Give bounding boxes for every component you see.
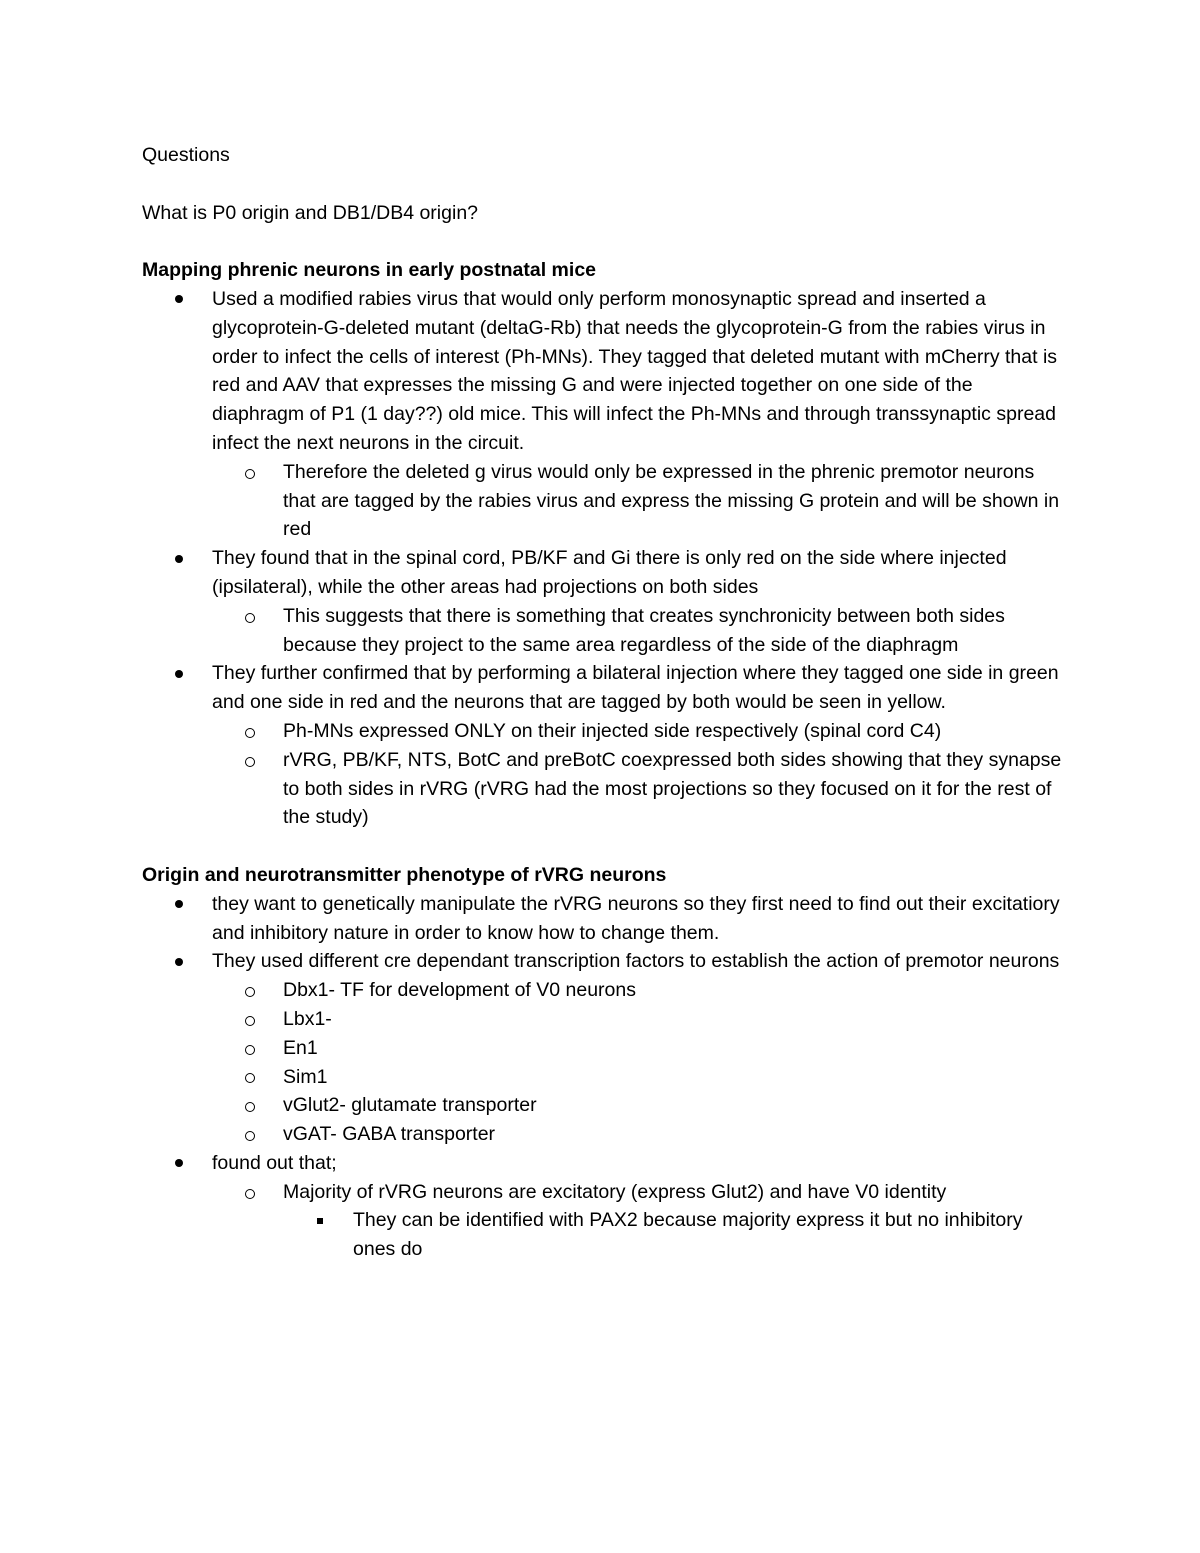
- questions-heading: Questions: [142, 144, 230, 166]
- list-item-text: Therefore the deleted g virus would only be expressed in the phrenic premotor neurons that are tagged by the rabies virus and express the missing G protein and will be shown in red: [283, 460, 1060, 541]
- section-origin-list: [142, 890, 1067, 1264]
- circle-bullet-icon: [242, 602, 258, 631]
- list-item-text: vGAT- GABA transporter: [283, 1123, 496, 1146]
- blank-line: [142, 170, 1067, 199]
- circle-bullet-icon: [242, 1091, 258, 1120]
- list-item-text: They found that in the spinal cord, PB/KF and Gi there is only red on the side where injected (ipsilateral), while the other areas had projections on both sides: [212, 547, 1007, 598]
- list-item-text: they want to genetically manipulate the rVRG neurons so they first need to find out their excitatiory and inhibitory nature in order to know how to change them.: [212, 892, 1060, 944]
- list-item: [142, 602, 1067, 660]
- list-item-text: They can be identified with PAX2 because majority express it but no inhibitory ones do: [353, 1209, 1023, 1261]
- list-item-text: Sim1: [283, 1065, 328, 1088]
- list-item: [142, 890, 1067, 948]
- circle-bullet-icon: [242, 717, 258, 746]
- list-item: [142, 976, 1067, 1005]
- section-heading-mapping: Mapping phrenic neurons in early postnatal mice: [142, 259, 597, 282]
- bullet-icon: [172, 947, 186, 976]
- list-item: [142, 1149, 1067, 1178]
- blank-line: [142, 227, 1067, 256]
- list-item: [142, 1178, 1067, 1207]
- list-item-text: They used different cre dependant transcription factors to establish the action of premotor neurons: [212, 950, 1060, 973]
- list-item: [142, 285, 1067, 458]
- list-item-text: found out that;: [212, 1151, 337, 1174]
- circle-bullet-icon: [242, 1063, 258, 1092]
- list-item: [142, 1206, 1067, 1264]
- section-mapping-list: [142, 285, 1067, 832]
- list-item: [142, 717, 1067, 746]
- list-item: [142, 1091, 1067, 1120]
- circle-bullet-icon: [242, 458, 258, 487]
- document-page: [142, 141, 1067, 1264]
- circle-bullet-icon: [242, 1178, 258, 1207]
- square-bullet-icon: [314, 1206, 326, 1235]
- circle-bullet-icon: [242, 1005, 258, 1034]
- circle-bullet-icon: [242, 746, 258, 775]
- bullet-icon: [172, 544, 186, 573]
- list-item: [142, 746, 1067, 832]
- list-item-text: vGlut2- glutamate transporter: [283, 1094, 537, 1117]
- circle-bullet-icon: [242, 1034, 258, 1063]
- section-heading-origin: Origin and neurotransmitter phenotype of rVRG neurons: [142, 863, 667, 886]
- question-text: What is P0 origin and DB1/DB4 origin?: [142, 201, 479, 224]
- blank-line: [142, 832, 1067, 861]
- list-item-text: rVRG, PB/KF, NTS, BotC and preBotC coexpressed both sides showing that they synapse to both sides in rVRG (rVRG had the most projections so they focused on it for the rest of the study): [283, 748, 1062, 829]
- list-item-text: Lbx1-: [283, 1007, 332, 1030]
- bullet-icon: [172, 285, 186, 314]
- circle-bullet-icon: [242, 1120, 258, 1149]
- list-item-text: They further confirmed that by performing a bilateral injection where they tagged one side in green and one side in red and the neurons that are tagged by both would be seen in yellow.: [212, 662, 1059, 714]
- list-item-text: Dbx1- TF for development of V0 neurons: [283, 979, 636, 1002]
- bullet-icon: [172, 1149, 186, 1178]
- list-item: [142, 544, 1067, 602]
- list-item: [142, 1063, 1067, 1092]
- list-item-text: This suggests that there is something that creates synchronicity between both sides because they project to the same area regardless of the side of the diaphragm: [283, 604, 1005, 656]
- bullet-icon: [172, 890, 186, 919]
- list-item: [142, 458, 1067, 544]
- list-item: [142, 659, 1067, 717]
- list-item: [142, 1120, 1067, 1149]
- list-item-text: Ph-MNs expressed ONLY on their injected side respectively (spinal cord C4): [283, 719, 942, 742]
- list-item: [142, 947, 1067, 976]
- list-item: [142, 1005, 1067, 1034]
- list-item: [142, 1034, 1067, 1063]
- list-item-text: Majority of rVRG neurons are excitatory (express Glut2) and have V0 identity: [283, 1180, 947, 1203]
- circle-bullet-icon: [242, 976, 258, 1005]
- list-item-text: Used a modified rabies virus that would only perform monosynaptic spread and inserted a glycoprotein-G-deleted mutant (deltaG-Rb) that needs the glycoprotein-G from the rabies virus in order to infect the cells of interest (Ph-MNs). They tagged that deleted mutant with mCherry that is red and AAV that expresses the missing G and were injected together on one side of the diaphragm of P1 (1 day??) old mice. This will infect the Ph-MNs and through transsynaptic spread infect the next neurons in the circuit.: [212, 287, 1058, 454]
- list-item-text: En1: [283, 1036, 318, 1059]
- bullet-icon: [172, 659, 186, 688]
